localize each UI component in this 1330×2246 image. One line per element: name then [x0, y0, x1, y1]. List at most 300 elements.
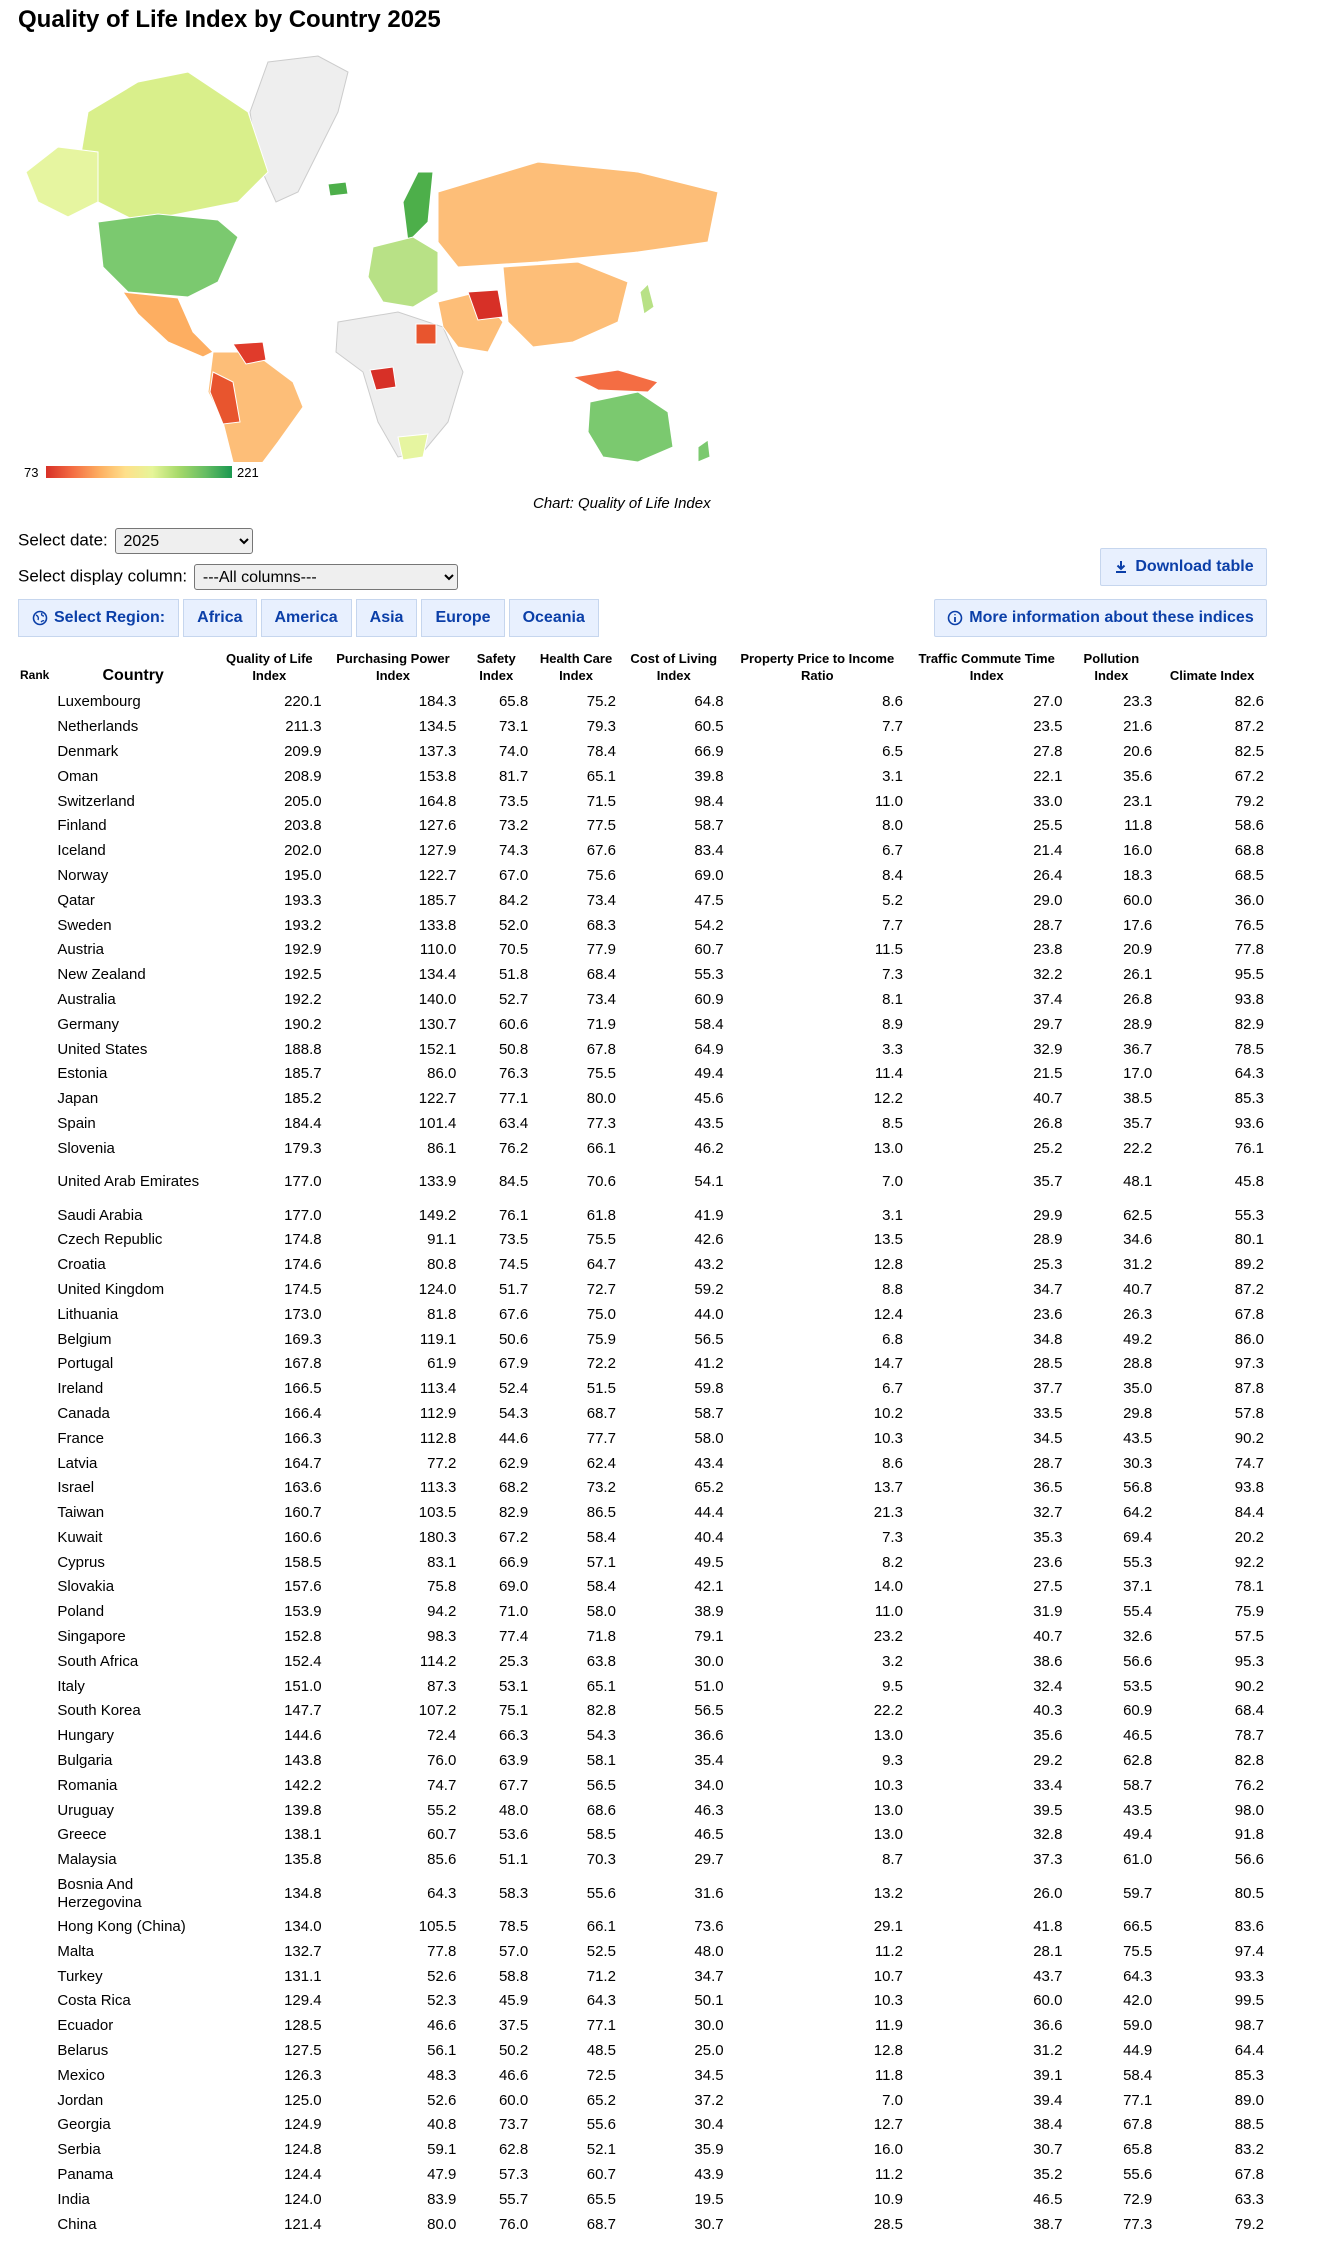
country-cell[interactable]: Czech Republic [57, 1231, 163, 1249]
map-region-asia[interactable] [503, 262, 628, 347]
value-cell: 77.8 [427, 1942, 457, 1960]
rank-cell [18, 1161, 53, 1203]
country-cell[interactable]: Slovakia [57, 1578, 115, 1596]
table-row [18, 1724, 1268, 1749]
value-cell: 122.7 [418, 1090, 457, 1108]
value-cell: 8.8 [882, 1280, 903, 1298]
country-cell[interactable]: Australia [57, 990, 116, 1008]
value-cell: 43.4 [694, 1454, 724, 1472]
value-cell: 23.6 [1033, 1305, 1063, 1323]
value-cell: 83.2 [1234, 2141, 1264, 2159]
country-cell[interactable]: Luxembourg [57, 693, 141, 711]
value-cell: 72.4 [427, 1727, 457, 1745]
country-cell[interactable]: Portugal [57, 1355, 114, 1373]
value-cell: 132.7 [284, 1942, 322, 1960]
table-header-row [18, 648, 1268, 690]
country-cell[interactable]: United States [57, 1040, 148, 1058]
rank-cell [18, 1798, 53, 1823]
value-cell: 86.0 [1234, 1330, 1264, 1348]
country-cell[interactable]: Singapore [57, 1628, 126, 1646]
map-region-south-africa[interactable] [398, 434, 428, 460]
country-cell[interactable]: Denmark [57, 742, 119, 760]
value-cell: 44.0 [694, 1305, 724, 1323]
value-cell: 133.9 [418, 1173, 457, 1191]
header-property-price[interactable]: Property Price to Income Ratio [740, 651, 895, 683]
region-europe-button[interactable] [421, 599, 504, 637]
value-cell: 77.9 [586, 941, 616, 959]
value-cell: 65.8 [498, 693, 529, 711]
value-cell: 35.9 [694, 2141, 724, 2159]
country-cell[interactable]: China [57, 2215, 97, 2233]
value-cell: 42.0 [1123, 1992, 1153, 2010]
value-cell: 93.8 [1234, 990, 1264, 1008]
country-cell[interactable]: Germany [57, 1015, 120, 1033]
value-cell: 12.8 [873, 1256, 903, 1274]
country-cell[interactable]: Switzerland [57, 792, 135, 810]
value-cell: 68.3 [586, 916, 616, 934]
value-cell: 40.7 [1123, 1280, 1153, 1298]
value-cell: 7.0 [882, 1173, 903, 1191]
country-cell[interactable]: Bulgaria [57, 1752, 113, 1770]
value-cell: 34.8 [1033, 1330, 1063, 1348]
header-health-care[interactable]: Health Care Index [539, 651, 613, 683]
header-pollution[interactable]: Pollution Index [1083, 651, 1140, 683]
value-cell: 33.0 [1033, 792, 1063, 810]
country-cell[interactable]: Malta [57, 1942, 95, 1960]
value-cell: 147.7 [284, 1702, 322, 1720]
value-cell: 28.5 [1033, 1355, 1063, 1373]
value-cell: 36.6 [1033, 2017, 1063, 2035]
value-cell: 163.6 [284, 1479, 322, 1497]
value-cell: 29.2 [1033, 1752, 1063, 1770]
country-cell[interactable]: Finland [57, 817, 107, 835]
value-cell: 65.5 [586, 2190, 616, 2208]
value-cell: 167.8 [284, 1355, 322, 1373]
value-cell: 33.5 [1033, 1404, 1063, 1422]
country-cell[interactable]: Kuwait [57, 1528, 103, 1546]
value-cell: 68.8 [1234, 842, 1264, 860]
value-cell: 32.6 [1123, 1628, 1153, 1646]
country-cell[interactable]: Panama [57, 2166, 114, 2184]
value-cell: 3.1 [882, 767, 903, 785]
value-cell: 97.3 [1234, 1355, 1264, 1373]
header-cost-of-living[interactable]: Cost of Living Index [630, 651, 718, 683]
value-cell: 50.8 [498, 1040, 529, 1058]
value-cell: 62.8 [1123, 1752, 1153, 1770]
map-region-japan[interactable] [640, 284, 654, 314]
country-cell[interactable]: Georgia [57, 2116, 111, 2134]
value-cell: 126.3 [284, 2066, 322, 2084]
value-cell: 59.2 [694, 1280, 724, 1298]
table-row [18, 1278, 1268, 1303]
value-cell: 26.8 [1123, 990, 1153, 1008]
value-cell: 85.6 [427, 1851, 457, 1869]
value-cell: 11.4 [874, 1065, 903, 1083]
value-cell: 72.9 [1123, 2190, 1153, 2208]
value-cell: 3.3 [882, 1040, 903, 1058]
value-cell: 188.8 [284, 1040, 322, 1058]
region-america-button[interactable] [261, 599, 352, 637]
value-cell: 55.2 [427, 1801, 457, 1819]
value-cell: 32.7 [1033, 1504, 1063, 1522]
country-cell[interactable]: Spain [57, 1114, 96, 1132]
rank-cell [18, 1848, 53, 1873]
rank-cell [18, 938, 53, 963]
value-cell: 68.4 [586, 966, 616, 984]
country-cell[interactable]: Bosnia And Herzegovina [57, 1875, 142, 1911]
value-cell: 55.6 [1123, 2166, 1153, 2184]
map-region-indonesia[interactable] [573, 370, 658, 392]
value-cell: 58.7 [694, 1404, 724, 1422]
world-map[interactable] [18, 52, 728, 492]
rank-cell [18, 1873, 53, 1915]
country-cell[interactable]: Saudi Arabia [57, 1206, 143, 1224]
value-cell: 98.4 [694, 792, 724, 810]
value-cell: 68.7 [586, 1404, 616, 1422]
country-cell[interactable]: Cyprus [57, 1553, 105, 1571]
value-cell: 78.4 [586, 742, 616, 760]
value-cell: 77.8 [1234, 941, 1264, 959]
country-cell[interactable]: Iceland [57, 842, 106, 860]
value-cell: 78.5 [498, 1918, 529, 1936]
country-cell[interactable]: Serbia [57, 2141, 101, 2159]
country-cell[interactable]: South Korea [57, 1702, 141, 1720]
country-cell[interactable]: Japan [57, 1090, 99, 1108]
value-cell: 139.8 [284, 1801, 322, 1819]
value-cell: 77.7 [586, 1429, 616, 1447]
value-cell: 64.3 [1234, 1065, 1264, 1083]
value-cell: 58.3 [498, 1884, 529, 1902]
value-cell: 67.6 [498, 1305, 529, 1323]
country-cell[interactable]: Croatia [57, 1256, 106, 1274]
country-cell[interactable]: Lithuania [57, 1305, 119, 1323]
value-cell: 83.9 [427, 2190, 457, 2208]
map-region-new-zealand[interactable] [698, 440, 710, 462]
rank-cell [18, 1253, 53, 1278]
value-cell: 6.7 [882, 1380, 903, 1398]
value-cell: 179.3 [284, 1139, 322, 1157]
table-row [18, 2187, 1268, 2212]
region-label: America [274, 609, 338, 626]
map-region-iceland[interactable] [328, 182, 348, 196]
rank-cell [18, 1823, 53, 1848]
rank-cell [18, 740, 53, 765]
value-cell: 40.7 [1033, 1628, 1063, 1646]
value-cell: 65.8 [1123, 2141, 1153, 2159]
value-cell: 46.6 [498, 2066, 529, 2084]
country-cell[interactable]: Estonia [57, 1065, 108, 1083]
value-cell: 127.5 [284, 2042, 322, 2060]
value-cell: 13.0 [873, 1826, 903, 1844]
value-cell: 64.4 [1234, 2042, 1264, 2060]
value-cell: 37.4 [1033, 990, 1063, 1008]
value-cell: 52.1 [586, 2141, 616, 2159]
value-cell: 48.3 [427, 2066, 457, 2084]
date-select[interactable] [115, 528, 253, 554]
value-cell: 67.6 [586, 842, 616, 860]
country-cell[interactable]: Canada [57, 1404, 110, 1422]
value-cell: 134.4 [418, 966, 457, 984]
value-cell: 74.0 [498, 742, 529, 760]
region-oceania-button[interactable] [509, 599, 599, 637]
value-cell: 84.2 [498, 891, 529, 909]
map-region-russia[interactable] [438, 162, 718, 267]
country-cell[interactable]: Uruguay [57, 1801, 115, 1819]
value-cell: 79.2 [1234, 792, 1264, 810]
value-cell: 43.7 [1033, 1967, 1063, 1985]
value-cell: 91.1 [427, 1231, 457, 1249]
header-climate[interactable]: Climate Index [1169, 668, 1255, 683]
country-cell[interactable]: Taiwan [57, 1504, 105, 1522]
country-cell[interactable]: Jordan [57, 2091, 104, 2109]
value-cell: 85.3 [1234, 1090, 1264, 1108]
table-row [18, 1798, 1268, 1823]
table-row [18, 1228, 1268, 1253]
value-cell: 7.3 [882, 966, 903, 984]
country-cell[interactable]: Norway [57, 866, 109, 884]
value-cell: 184.4 [284, 1114, 322, 1132]
country-cell[interactable]: Israel [57, 1479, 95, 1497]
country-cell[interactable]: Italy [57, 1677, 85, 1695]
rank-cell [18, 963, 53, 988]
value-cell: 75.9 [1234, 1603, 1264, 1621]
map-region-usa[interactable] [98, 214, 238, 297]
date-control [18, 528, 253, 554]
table-row [18, 1203, 1268, 1228]
value-cell: 59.7 [1123, 1884, 1153, 1902]
value-cell: 74.7 [1234, 1454, 1264, 1472]
value-cell: 166.4 [284, 1404, 322, 1422]
value-cell: 9.5 [882, 1677, 903, 1695]
header-country[interactable]: Country [102, 667, 164, 684]
country-cell[interactable]: Romania [57, 1776, 118, 1794]
value-cell: 12.8 [873, 2042, 903, 2060]
value-cell: 160.6 [284, 1528, 322, 1546]
rank-cell [18, 1989, 53, 2014]
map-region-greenland[interactable] [250, 56, 348, 202]
value-cell: 30.4 [694, 2116, 724, 2134]
table-row [18, 1674, 1268, 1699]
value-cell: 45.6 [694, 1090, 724, 1108]
value-cell: 93.3 [1234, 1967, 1264, 1985]
value-cell: 53.6 [498, 1826, 529, 1844]
table-row [18, 1037, 1268, 1062]
value-cell: 75.5 [586, 1065, 616, 1083]
value-cell: 80.0 [427, 2215, 457, 2233]
header-rank[interactable]: Rank [20, 668, 50, 682]
rank-cell [18, 1203, 53, 1228]
value-cell: 27.0 [1033, 693, 1063, 711]
value-cell: 77.1 [498, 1090, 529, 1108]
country-cell[interactable]: Malaysia [57, 1851, 117, 1869]
more-info-label: More information about these indices [969, 609, 1254, 626]
more-info-button[interactable] [934, 599, 1267, 637]
country-cell[interactable]: Belarus [57, 2042, 109, 2060]
value-cell: 10.3 [873, 1429, 903, 1447]
value-cell: 11.2 [874, 2166, 903, 2184]
country-cell[interactable]: Hong Kong (China) [57, 1918, 186, 1936]
value-cell: 35.4 [694, 1752, 724, 1770]
value-cell: 53.5 [1123, 1677, 1153, 1695]
country-cell[interactable]: Turkey [57, 1967, 103, 1985]
value-cell: 29.8 [1123, 1404, 1153, 1422]
value-cell: 70.3 [586, 1851, 616, 1869]
value-cell: 39.5 [1033, 1801, 1063, 1819]
country-cell[interactable]: Greece [57, 1826, 107, 1844]
map-region-europe[interactable] [368, 237, 438, 307]
country-cell[interactable]: Ecuador [57, 2017, 114, 2035]
map-region-africa[interactable] [336, 312, 463, 457]
header-quality-of-life[interactable]: Quality of Life Index [225, 651, 313, 683]
value-cell: 46.5 [1123, 1727, 1153, 1745]
rank-cell [18, 2113, 53, 2138]
value-cell: 6.8 [882, 1330, 903, 1348]
value-cell: 75.0 [586, 1305, 616, 1323]
value-cell: 30.7 [1033, 2141, 1063, 2159]
download-table-button[interactable] [1100, 548, 1267, 586]
country-cell[interactable]: United Kingdom [57, 1280, 165, 1298]
value-cell: 36.7 [1123, 1040, 1153, 1058]
value-cell: 25.2 [1033, 1139, 1063, 1157]
header-safety[interactable]: Safety Index [476, 651, 516, 683]
world-map-svg[interactable] [18, 52, 728, 462]
value-cell: 49.2 [1123, 1330, 1153, 1348]
value-cell: 42.6 [694, 1231, 724, 1249]
value-cell: 20.9 [1123, 941, 1153, 959]
header-purchasing-power[interactable]: Purchasing Power Index [336, 651, 450, 683]
map-region-canada[interactable] [78, 72, 268, 222]
value-cell: 72.5 [586, 2066, 616, 2084]
value-cell: 13.0 [873, 1139, 903, 1157]
value-cell: 58.4 [586, 1528, 616, 1546]
value-cell: 11.5 [874, 941, 903, 959]
map-region-egypt[interactable] [416, 324, 436, 344]
value-cell: 18.3 [1123, 866, 1153, 884]
value-cell: 130.7 [418, 1015, 457, 1033]
value-cell: 122.7 [418, 866, 457, 884]
value-cell: 64.3 [427, 1884, 457, 1902]
value-cell: 22.2 [873, 1702, 903, 1720]
value-cell: 68.6 [586, 1801, 616, 1819]
value-cell: 54.2 [694, 916, 724, 934]
map-region-australia[interactable] [588, 392, 673, 462]
country-cell[interactable]: Austria [57, 941, 105, 959]
value-cell: 32.4 [1033, 1677, 1063, 1695]
country-cell[interactable]: New Zealand [57, 966, 146, 984]
value-cell: 135.8 [284, 1851, 322, 1869]
value-cell: 73.7 [498, 2116, 529, 2134]
value-cell: 25.3 [1033, 1256, 1063, 1274]
country-cell[interactable]: Costa Rica [57, 1992, 131, 2010]
value-cell: 25.3 [498, 1652, 529, 1670]
rank-cell [18, 2039, 53, 2064]
select-region-button[interactable] [18, 599, 179, 637]
column-select[interactable] [194, 564, 458, 590]
country-cell[interactable]: Netherlands [57, 718, 139, 736]
value-cell: 92.2 [1234, 1553, 1264, 1571]
value-cell: 57.0 [498, 1942, 529, 1960]
value-cell: 91.8 [1234, 1826, 1264, 1844]
country-cell[interactable]: United Arab Emirates [57, 1173, 200, 1191]
value-cell: 29.7 [694, 1851, 724, 1869]
rank-cell [18, 1526, 53, 1551]
rank-cell [18, 1037, 53, 1062]
country-cell[interactable]: Sweden [57, 916, 112, 934]
region-asia-button[interactable] [356, 599, 418, 637]
table-row [18, 963, 1268, 988]
country-cell[interactable]: South Africa [57, 1652, 139, 1670]
value-cell: 21.4 [1033, 842, 1063, 860]
value-cell: 61.9 [427, 1355, 457, 1373]
value-cell: 29.0 [1033, 891, 1063, 909]
value-cell: 174.5 [284, 1280, 322, 1298]
map-region-scandinavia[interactable] [403, 172, 433, 242]
value-cell: 44.4 [694, 1504, 724, 1522]
value-cell: 39.4 [1033, 2091, 1063, 2109]
value-cell: 113.3 [419, 1479, 457, 1497]
rank-cell [18, 2212, 53, 2237]
country-cell[interactable]: Oman [57, 767, 99, 785]
value-cell: 20.2 [1234, 1528, 1264, 1546]
country-cell[interactable]: India [57, 2190, 90, 2208]
map-region-alaska[interactable] [26, 147, 98, 217]
country-cell[interactable]: Ireland [57, 1380, 104, 1398]
rank-cell [18, 1501, 53, 1526]
region-africa-button[interactable] [183, 599, 256, 637]
value-cell: 40.8 [427, 2116, 457, 2134]
value-cell: 49.4 [694, 1065, 724, 1083]
country-cell[interactable]: Latvia [57, 1454, 98, 1472]
value-cell: 56.1 [427, 2042, 457, 2060]
country-cell[interactable]: France [57, 1429, 105, 1447]
value-cell: 160.7 [284, 1504, 322, 1522]
country-cell[interactable]: Slovenia [57, 1139, 115, 1157]
value-cell: 44.6 [498, 1429, 529, 1447]
value-cell: 7.0 [882, 2091, 903, 2109]
region-label: Europe [435, 609, 491, 626]
value-cell: 119.1 [419, 1330, 457, 1348]
table-row [18, 789, 1268, 814]
country-cell[interactable]: Qatar [57, 891, 95, 909]
value-cell: 124.0 [284, 2190, 322, 2208]
header-traffic-commute[interactable]: Traffic Commute Time Index [918, 651, 1055, 683]
table-row [18, 764, 1268, 789]
value-cell: 60.6 [498, 1015, 529, 1033]
table-row [18, 814, 1268, 839]
value-cell: 71.8 [586, 1628, 616, 1646]
rank-cell [18, 1327, 53, 1352]
value-cell: 52.6 [427, 2091, 457, 2109]
value-cell: 75.8 [427, 1578, 457, 1596]
country-cell[interactable]: Mexico [57, 2066, 105, 2084]
table-row [18, 1575, 1268, 1600]
value-cell: 184.3 [418, 693, 457, 711]
country-cell[interactable]: Belgium [57, 1330, 112, 1348]
rank-cell [18, 690, 53, 715]
value-cell: 37.7 [1033, 1380, 1063, 1398]
value-cell: 7.7 [882, 916, 903, 934]
value-cell: 77.4 [498, 1628, 529, 1646]
country-cell[interactable]: Hungary [57, 1727, 115, 1745]
table-row [18, 1848, 1268, 1873]
table-row [18, 690, 1268, 715]
value-cell: 38.7 [1033, 2215, 1063, 2233]
value-cell: 31.9 [1033, 1603, 1063, 1621]
country-cell[interactable]: Poland [57, 1603, 105, 1621]
table-row [18, 913, 1268, 938]
map-region-mexico[interactable] [123, 292, 213, 357]
value-cell: 153.9 [284, 1603, 322, 1621]
